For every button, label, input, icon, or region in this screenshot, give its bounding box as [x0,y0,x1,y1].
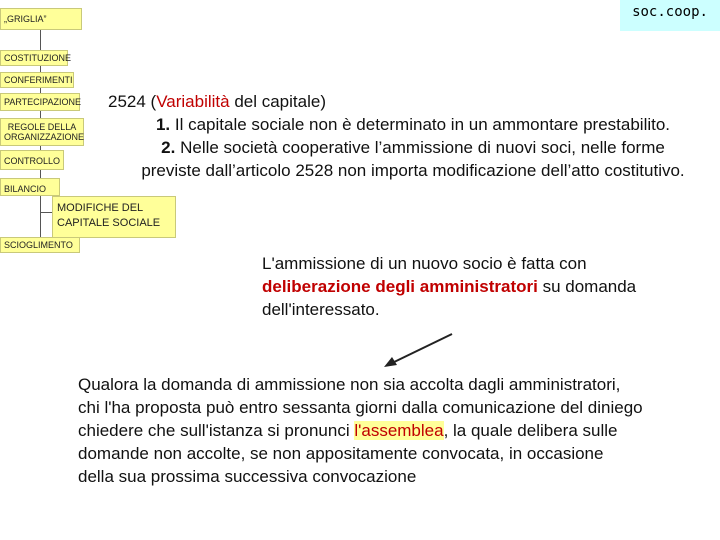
note2-line2: chi l'ha proposta può entro sessanta giorni dalla comunicazione del diniego [78,398,643,417]
nav-item-label: CONFERIMENTI [4,75,73,85]
griglia-box[interactable] [0,8,82,30]
note-admission [262,252,702,321]
note-rejection [78,373,718,488]
nav-item-label: REGOLE DELLA ORGANIZZAZIONE [4,122,85,142]
nav-item-scioglimento[interactable] [0,237,80,253]
para-2-text: Nelle società cooperative l’ammissione di nuovi soci, nelle forme [175,138,665,157]
note2-line3b: , la quale delibera sulle [443,421,618,440]
note2-line3 [78,419,718,442]
article-text [108,90,718,182]
nav-item-modifiche-active[interactable] [52,196,176,238]
nav-item-label: PARTECIPAZIONE [4,97,82,107]
article-number: 2524 ( [108,92,157,111]
article-title-rest: del capitale) [229,92,326,111]
note2-line3a: chiedere che sull'istanza si pronunci [78,421,355,440]
para-1-text: Il capitale sociale non è determinato in un ammontare prestabilito. [170,115,671,134]
nav-item-bilancio[interactable] [0,178,60,196]
arrow-icon [380,330,460,370]
para-2-number: 2. [161,138,176,157]
article-para-2b: previste dall’articolo 2528 non importa modificazione dell’atto costitutivo. [141,161,685,180]
article-para-1 [108,113,718,136]
griglia-label: „GRIGLIA” [4,14,47,24]
note1-line2 [262,275,702,298]
note2-highlight: l'assemblea [354,421,444,440]
active-label-line2: CAPITALE SOCIALE [57,217,161,229]
active-label-line1: MODIFICHE DEL [57,202,144,214]
nav-item-conferimenti[interactable] [0,72,74,88]
note2-line4: domande non accolte, se non appositamente convocata, in occasione [78,444,604,463]
article-para-2a [108,136,718,159]
article-title-highlight: Variabilità [156,92,230,111]
note1-suffix: su domanda [537,277,637,296]
para-1-number: 1. [155,115,171,134]
nav-item-label: CONTROLLO [4,156,61,166]
nav-item-label: SCIOGLIMENTO [4,240,73,250]
article-title [108,90,718,113]
note1-highlight: deliberazione degli amministratori [262,277,538,296]
nav-item-label: COSTITUZIONE [4,53,71,63]
nav-item-controllo[interactable] [0,150,64,170]
note1-line3: dell'interessato. [262,300,380,319]
nav-item-partecipazione[interactable] [0,93,80,111]
note1-line1: L'ammissione di un nuovo socio è fatta con [262,254,587,273]
section-tag-label: soc.coop. [632,4,708,20]
nav-item-label: BILANCIO [4,184,47,194]
nav-item-costituzione[interactable] [0,50,71,66]
section-tag [620,0,720,31]
note2-line1: Qualora la domanda di ammissione non sia accolta dagli amministratori, [78,375,621,394]
note2-line5: della sua prossima successiva convocazione [78,467,417,486]
nav-item-regole[interactable] [0,118,84,146]
